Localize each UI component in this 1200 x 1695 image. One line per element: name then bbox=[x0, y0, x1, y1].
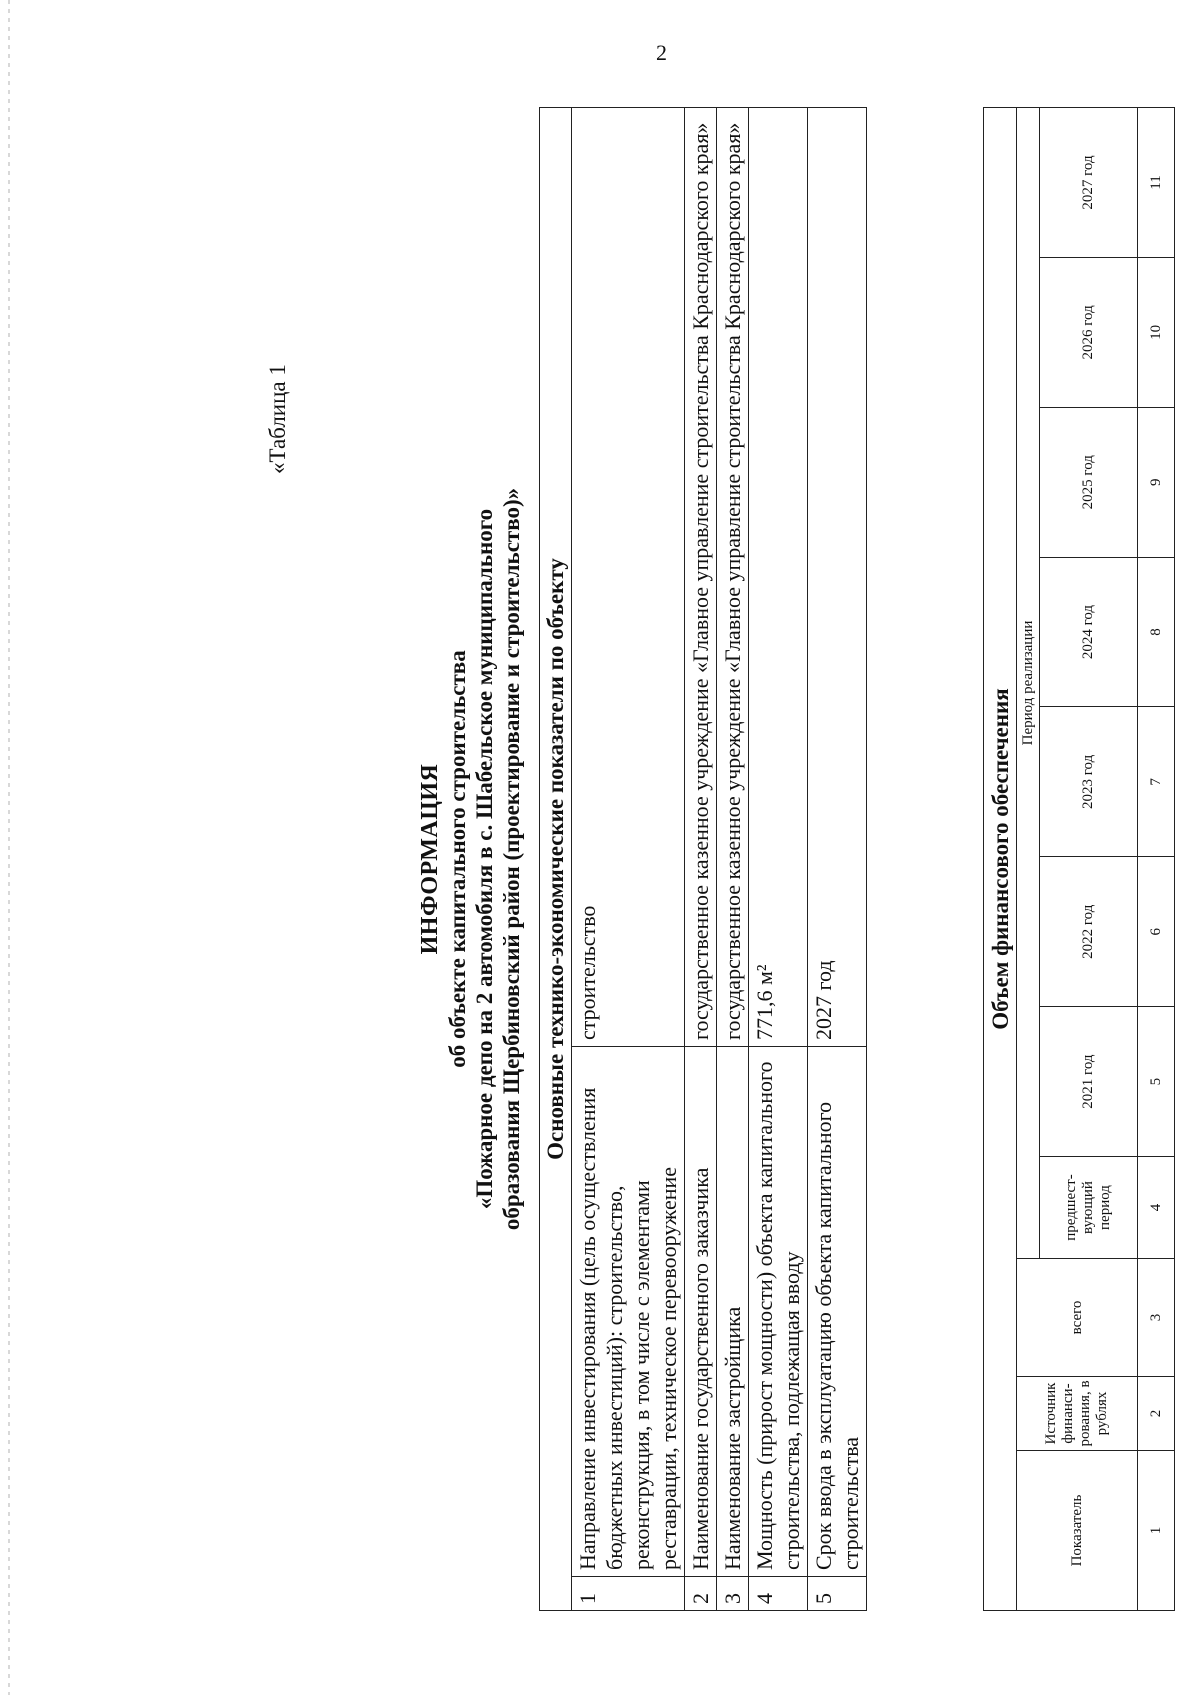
heading-subtitle: об объекте капитального строительства bbox=[445, 650, 470, 1068]
column-numbers-row bbox=[1138, 108, 1175, 1611]
header-indicator: Показатель bbox=[1017, 1451, 1138, 1611]
header-year: 2026 год bbox=[1040, 257, 1138, 407]
table-label: «Таблица 1 bbox=[265, 364, 290, 474]
rotated-page bbox=[77, 44, 1167, 1674]
row-number: 5 bbox=[808, 1577, 867, 1611]
row-label: Наименование государственного заказчика bbox=[685, 1047, 717, 1577]
table-row bbox=[749, 108, 808, 1611]
row-number: 3 bbox=[717, 1577, 749, 1611]
column-number: 8 bbox=[1138, 557, 1175, 707]
column-number: 10 bbox=[1138, 257, 1175, 407]
row-number: 2 bbox=[685, 1577, 717, 1611]
row-value: государственное казенное учреждение «Главное управление строительства Краснодарского края» bbox=[685, 108, 717, 1047]
header-year: 2021 год bbox=[1040, 1007, 1138, 1157]
column-number: 5 bbox=[1138, 1007, 1175, 1157]
column-number: 6 bbox=[1138, 857, 1175, 1007]
table-row bbox=[572, 108, 685, 1611]
indicators-table bbox=[539, 107, 867, 1611]
row-label: Срок ввода в эксплуатацию объекта капитального строительства bbox=[808, 1047, 867, 1577]
heading-object-name-2: образования Щербиновский район (проектирование и строительство)» bbox=[499, 487, 524, 1231]
row-label: Мощность (прирост мощности) объекта капитального строительства, подлежащая вводу bbox=[749, 1047, 808, 1577]
column-number: 4 bbox=[1138, 1157, 1175, 1259]
header-total: всего bbox=[1017, 1259, 1138, 1377]
indicators-section-title: Основные технико-экономические показатели по объекту bbox=[540, 108, 572, 1611]
header-year: 2024 год bbox=[1040, 557, 1138, 707]
row-value: 771,6 м² bbox=[749, 108, 808, 1047]
row-value: строительство bbox=[572, 108, 685, 1047]
indicators-section-row bbox=[540, 108, 572, 1611]
header-year: 2027 год bbox=[1040, 108, 1138, 258]
column-number: 1 bbox=[1138, 1451, 1175, 1611]
page-content bbox=[77, 44, 1167, 1674]
row-label: Наименование застройщика bbox=[717, 1047, 749, 1577]
row-number: 4 bbox=[749, 1577, 808, 1611]
column-number: 11 bbox=[1138, 108, 1175, 258]
heading-object-name-1: «Пожарное депо на 2 автомобиля в с. Шабельское муниципального bbox=[472, 508, 497, 1210]
row-value: государственное казенное учреждение «Главное управление строительства Краснодарского края» bbox=[717, 108, 749, 1047]
financing-table bbox=[983, 107, 1175, 1611]
table-row bbox=[685, 108, 717, 1611]
column-number: 9 bbox=[1138, 407, 1175, 557]
scan-edge bbox=[8, 0, 10, 1695]
financing-section-title: Объем финансового обеспечения bbox=[984, 108, 1017, 1611]
page-number: 2 bbox=[656, 40, 667, 65]
document-heading bbox=[417, 44, 525, 1674]
column-number: 7 bbox=[1138, 707, 1175, 857]
header-previous-period: предшест-вующий период bbox=[1040, 1157, 1138, 1259]
row-value: 2027 год bbox=[808, 108, 867, 1047]
table-row bbox=[717, 108, 749, 1611]
header-source: Источник финанси-рования, в рублях bbox=[1017, 1377, 1138, 1451]
header-year: 2022 год bbox=[1040, 857, 1138, 1007]
row-number: 1 bbox=[572, 1577, 685, 1611]
header-year: 2023 год bbox=[1040, 707, 1138, 857]
heading-title: ИНФОРМАЦИЯ bbox=[417, 763, 443, 955]
header-year: 2025 год bbox=[1040, 407, 1138, 557]
column-number: 3 bbox=[1138, 1259, 1175, 1377]
column-number: 2 bbox=[1138, 1377, 1175, 1451]
table-row bbox=[808, 108, 867, 1611]
header-period: Период реализации bbox=[1017, 108, 1040, 1259]
row-label: Направление инвестирования (цель осуществления бюджетных инвестиций): строительство, реконструкция, в том числе с элементами реставрации, техническое перевооружение bbox=[572, 1047, 685, 1577]
